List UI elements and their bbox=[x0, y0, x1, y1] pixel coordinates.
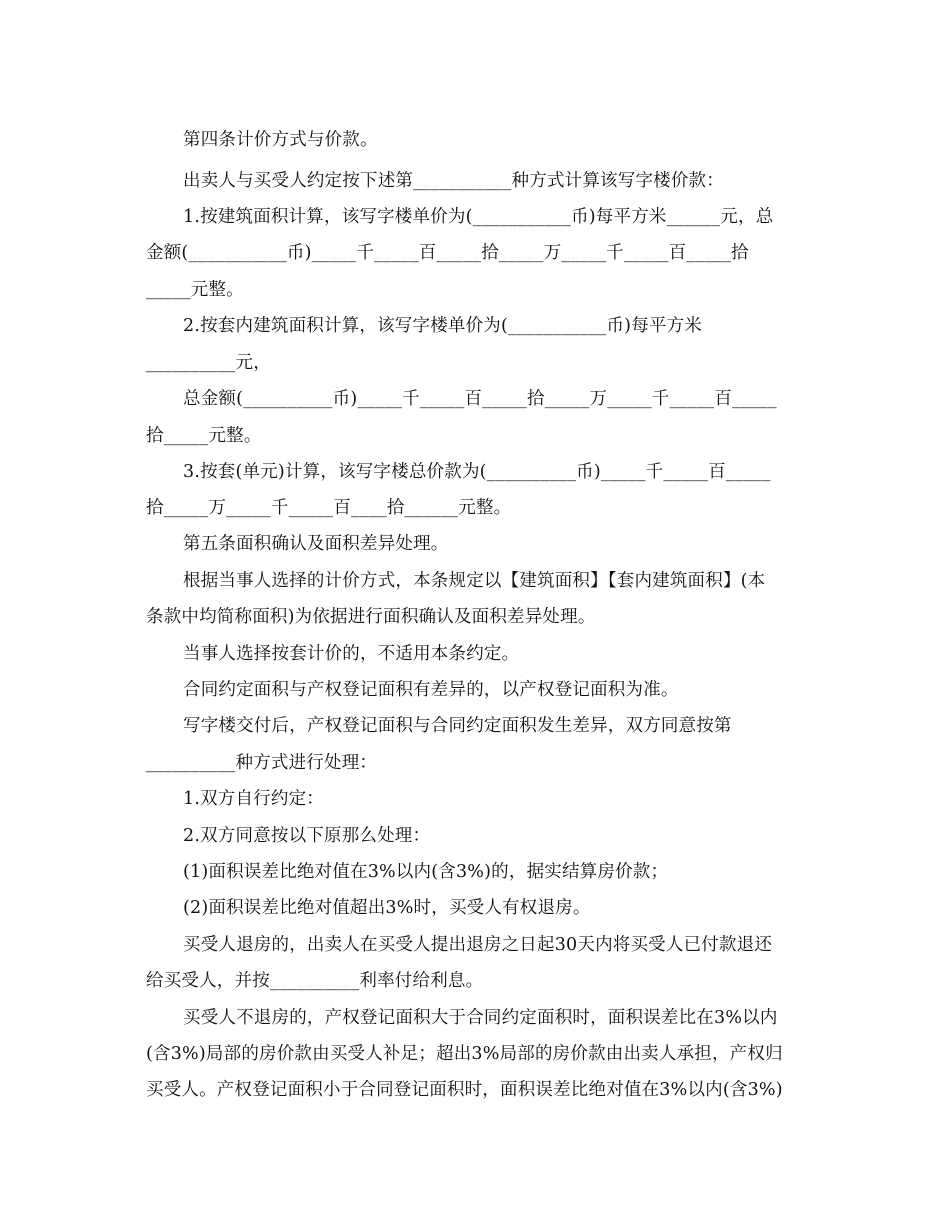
text-line-1: 第四条计价方式与价款。 bbox=[183, 130, 378, 150]
text-line-13: 根据当事人选择的计价方式，本条规定以【建筑面积】【套内建筑面积】(本 bbox=[183, 571, 766, 591]
text-line-3: 1.按建筑面积计算，该写字楼单价为(___________币)每平方米______元，总 bbox=[183, 207, 774, 227]
text-line-9: 拾_____元整。 bbox=[146, 426, 262, 446]
text-line-23: 买受人退房的，出卖人在买受人提出退房之日起30天内将买受人已付款退还 bbox=[183, 935, 773, 955]
text-line-17: 写字楼交付后，产权登记面积与合同约定面积发生差异，双方同意按第 bbox=[183, 716, 732, 736]
text-line-24: 给买受人，并按__________利率付给利息。 bbox=[146, 971, 484, 991]
text-line-2: 出卖人与买受人约定按下述第___________种方式计算该写字楼价款： bbox=[183, 171, 724, 191]
text-line-20: 2.双方同意按以下原那么处理： bbox=[183, 826, 431, 846]
text-line-15: 当事人选择按套计价的，不适用本条约定。 bbox=[183, 644, 520, 664]
text-line-5: _____元整。 bbox=[146, 280, 244, 300]
text-line-10: 3.按套(单元)计算，该写字楼总价款为(__________币)_____千_____百_____ bbox=[183, 462, 771, 482]
text-line-12: 第五条面积确认及面积差异处理。 bbox=[183, 534, 449, 554]
text-line-8: 总金额(__________币)_____千_____百_____拾_____万_____千_____百_____ bbox=[183, 389, 777, 409]
text-line-16: 合同约定面积与产权登记面积有差异的，以产权登记面积为准。 bbox=[183, 680, 679, 700]
text-line-21: (1)面积误差比绝对值在3%以内(含3%)的，据实结算房价款； bbox=[183, 862, 669, 882]
text-line-4: 金额(___________币)_____千_____百_____拾_____万_____千_____百_____拾 bbox=[146, 243, 749, 263]
text-line-7: __________元， bbox=[146, 353, 271, 373]
text-line-11: 拾_____万_____千_____百____拾______元整。 bbox=[146, 498, 512, 518]
text-line-18: __________种方式进行处理： bbox=[146, 753, 378, 773]
text-line-27: 买受人。产权登记面积小于合同登记面积时，面积误差比绝对值在3%以内(含3%) bbox=[146, 1080, 783, 1100]
text-line-22: (2)面积误差比绝对值超出3%时，买受人有权退房。 bbox=[183, 898, 591, 918]
text-line-6: 2.按套内建筑面积计算，该写字楼单价为(___________币)每平方米 bbox=[183, 316, 702, 336]
text-line-26: (含3%)局部的房价款由买受人补足；超出3%局部的房价款由出卖人承担，产权归 bbox=[146, 1044, 783, 1064]
text-line-14: 条款中均简称面积)为依据进行面积确认及面积差异处理。 bbox=[146, 607, 596, 627]
text-line-19: 1.双方自行约定： bbox=[183, 789, 324, 809]
text-line-25: 买受人不退房的，产权登记面积大于合同约定面积时，面积误差比在3%以内 bbox=[183, 1008, 778, 1028]
